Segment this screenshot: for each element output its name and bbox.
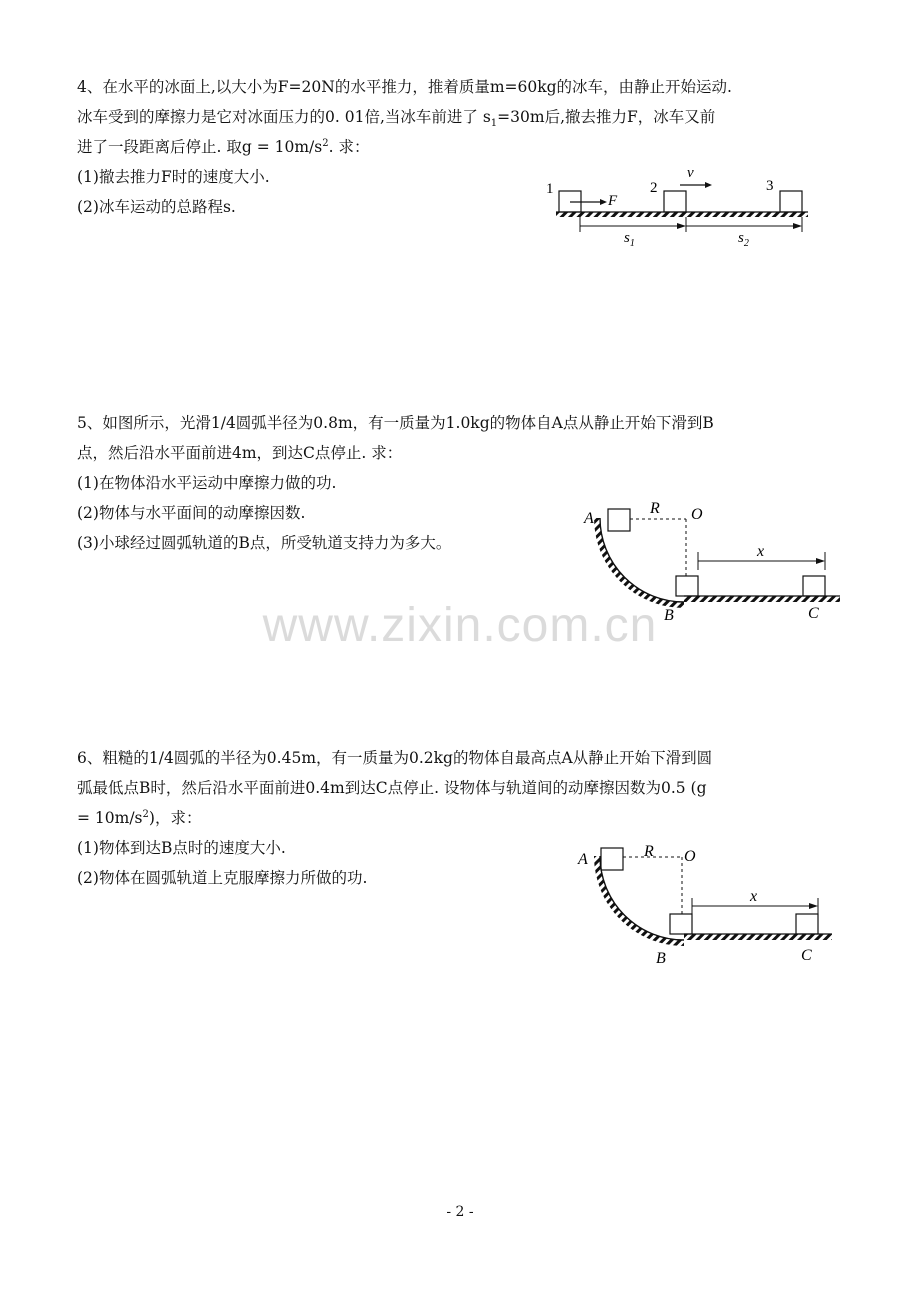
label-x: x	[757, 543, 765, 560]
label-a: A	[578, 851, 588, 868]
label-x: x	[750, 888, 758, 905]
label-c: C	[808, 605, 819, 622]
block-b	[676, 576, 698, 596]
problem-5-figure	[578, 494, 848, 634]
label-b: B	[656, 950, 666, 967]
block-a	[608, 509, 630, 531]
label-a: A	[584, 510, 594, 527]
problem-4-line-1: 4、在水平的冰面上,以大小为F=20N的水平推力，推着质量m=60kg的冰车，由静止开始运动.	[77, 78, 732, 96]
watermark: www.zixin.com.cn	[262, 599, 658, 652]
ground-hatch	[684, 596, 840, 602]
ground-hatch	[684, 934, 832, 940]
problem-4-figure	[540, 160, 820, 250]
problem-4-question-2: (2)冰车运动的总路程s.	[77, 198, 236, 216]
problem-4-line-2: 冰车受到的摩擦力是它对冰面压力的0. 01倍,当冰车前进了 $s_1=30m$后,撤去推力F，冰车又前	[77, 108, 716, 130]
block-c	[796, 914, 818, 934]
label-r: R	[644, 843, 654, 860]
problem-6-figure	[574, 832, 844, 972]
block-a	[601, 848, 623, 870]
problem-6-line-1: 6、粗糙的1/4圆弧的半径为0.45m，有一质量为0.2kg的物体自最高点A从静止开始下滑到圆	[77, 749, 713, 767]
problem-6-question-2: (2)物体在圆弧轨道上克服摩擦力所做的功.	[77, 869, 368, 887]
problem-6-line-3: = $10m/s^2$)，求：	[77, 808, 202, 827]
ground-hatch	[556, 212, 808, 217]
cart-3	[780, 191, 802, 212]
label-b: B	[664, 607, 674, 624]
force-label: F	[608, 193, 618, 209]
label-o: O	[684, 848, 696, 865]
problem-5-question-2: (2)物体与水平面间的动摩擦因数.	[77, 504, 306, 522]
problem-5-line-2: 点，然后沿水平面前进4m，到达C点停止. 求：	[77, 444, 403, 462]
label-2: 2	[650, 180, 658, 196]
problem-4-line-3: 进了一段距离后停止. 取$g = 10m/s^2$. 求：	[77, 137, 370, 156]
label-1: 1	[546, 181, 554, 197]
s2-label: $s_2$	[738, 230, 749, 249]
label-o: O	[691, 506, 703, 523]
block-c	[803, 576, 825, 596]
velocity-label: v	[687, 165, 694, 181]
arc-track	[600, 856, 684, 940]
cart-2	[664, 191, 686, 212]
label-r: R	[650, 500, 660, 517]
problem-6-question-1: (1)物体到达B点时的速度大小.	[77, 839, 286, 857]
problem-5-question-1: (1)在物体沿水平运动中摩擦力做的功.	[77, 474, 337, 492]
block-b	[670, 914, 692, 934]
problem-5-line-1: 5、如图所示，光滑1/4圆弧半径为0.8m，有一质量为1.0kg的物体自A点从静止开始下滑到B	[77, 414, 714, 432]
label-c: C	[801, 947, 812, 964]
problem-5-question-3: (3)小球经过圆弧轨道的B点，所受轨道支持力为多大。	[77, 534, 452, 552]
problem-4-question-1: (1)撤去推力F时的速度大小.	[77, 168, 270, 186]
label-3: 3	[766, 178, 774, 194]
page-number: - 2 -	[446, 1204, 474, 1220]
s1-label: $s_1$	[624, 230, 635, 249]
problem-6-line-2: 弧最低点B时，然后沿水平面前进0.4m到达C点停止. 设物体与轨道间的动摩擦因数为0.5 (g	[77, 779, 707, 797]
